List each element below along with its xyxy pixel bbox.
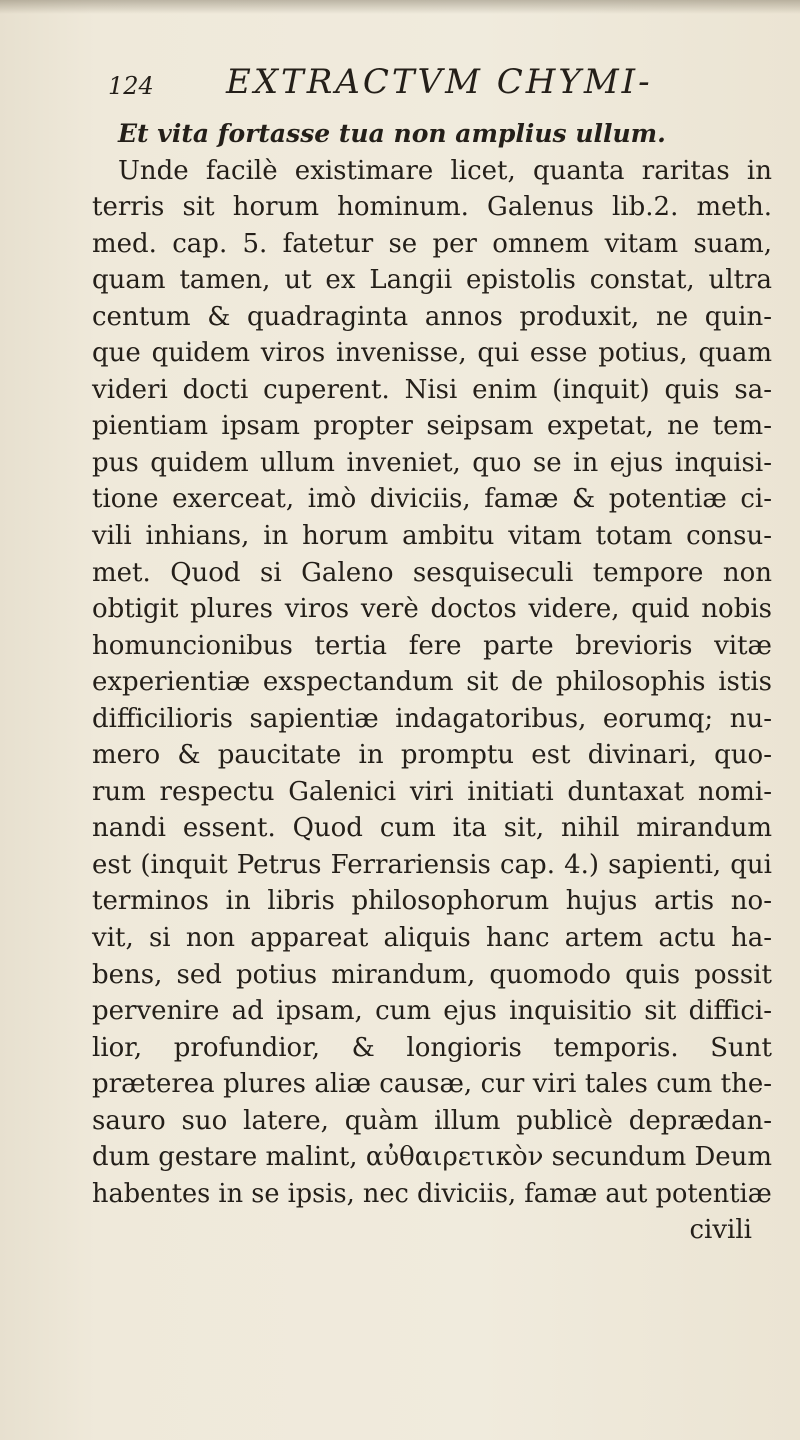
page-number: 124 [108, 72, 154, 100]
text-line: rum respectu Galenici viri initiati duntaxat nomi- [92, 776, 772, 807]
text-line: vili inhians, in horum ambitu vitam totam consu- [92, 521, 772, 552]
text-line: est (inquit Petrus Ferrariensis cap. 4.) sapienti, qui [92, 849, 772, 880]
text-line: pientiam ipsam propter seipsam expetat, ne tem- [92, 411, 772, 442]
text-line: habentes in se ipsis, nec diviciis, famæ aut potentiæ [92, 1178, 772, 1209]
text-line: difficilioris sapientiæ indagatoribus, eorumq; nu- [92, 703, 772, 734]
text-line: que quidem viros invenisse, qui esse potius, quam [92, 338, 772, 369]
page-header [108, 62, 708, 102]
text-line: centum & quadraginta annos produxit, ne quin- [92, 301, 772, 332]
text-line: med. cap. 5. fatetur se per omnem vitam suam, [92, 228, 772, 259]
text-line: bens, sed potius mirandum, quomodo quis possit [92, 959, 772, 990]
text-line: lior, profundior, & longioris temporis. Sunt [92, 1032, 772, 1063]
text-line: videri docti cuperent. Nisi enim (inquit) quis sa- [92, 374, 772, 405]
text-line: nandi essent. Quod cum ita sit, nihil mirandum [92, 813, 772, 844]
text-line: terminos in libris philosophorum hujus artis no- [92, 886, 772, 917]
running-head: EXTRACTVM CHYMI- [226, 62, 653, 102]
text-line: terris sit horum hominum. Galenus lib.2. meth. [92, 192, 772, 223]
text-line: tione exerceat, imò diviciis, famæ & potentiæ ci- [92, 484, 772, 515]
text-line: pervenire ad ipsam, cum ejus inquisitio sit diffici- [92, 996, 772, 1027]
body-text [92, 116, 772, 1249]
text-line: pus quidem ullum inveniet, quo se in ejus inquisi- [92, 447, 772, 478]
text-line: quam tamen, ut ex Langii epistolis constat, ultra [92, 265, 772, 296]
text-line: experientiæ exspectandum sit de philosophis istis [92, 667, 772, 698]
page-edge-shadow [0, 0, 800, 14]
text-line: homuncionibus tertia fere parte brevioris vitæ [92, 630, 772, 661]
text-line: sauro suo latere, quàm illum publicè deprædan- [92, 1105, 772, 1136]
text-line: mero & paucitate in promptu est divinari, quo- [92, 740, 772, 771]
text-line: præterea plures aliæ causæ, cur viri tales cum the- [92, 1069, 772, 1100]
text-line: dum gestare malint, αὐθαιρετικὸν secundum Deum [92, 1142, 773, 1173]
text-line: vit, si non appareat aliquis hanc artem actu ha- [92, 923, 772, 954]
text-line: met. Quod si Galeno sesquiseculi tempore non [92, 557, 772, 588]
text-line: Unde facilè existimare licet, quanta raritas in [118, 155, 772, 186]
text-line: obtigit plures viros verè doctos videre, quid nobis [92, 594, 772, 625]
verse-line: Et vita fortasse tua non amplius ullum. [118, 119, 666, 148]
catchword: civili [689, 1215, 752, 1246]
